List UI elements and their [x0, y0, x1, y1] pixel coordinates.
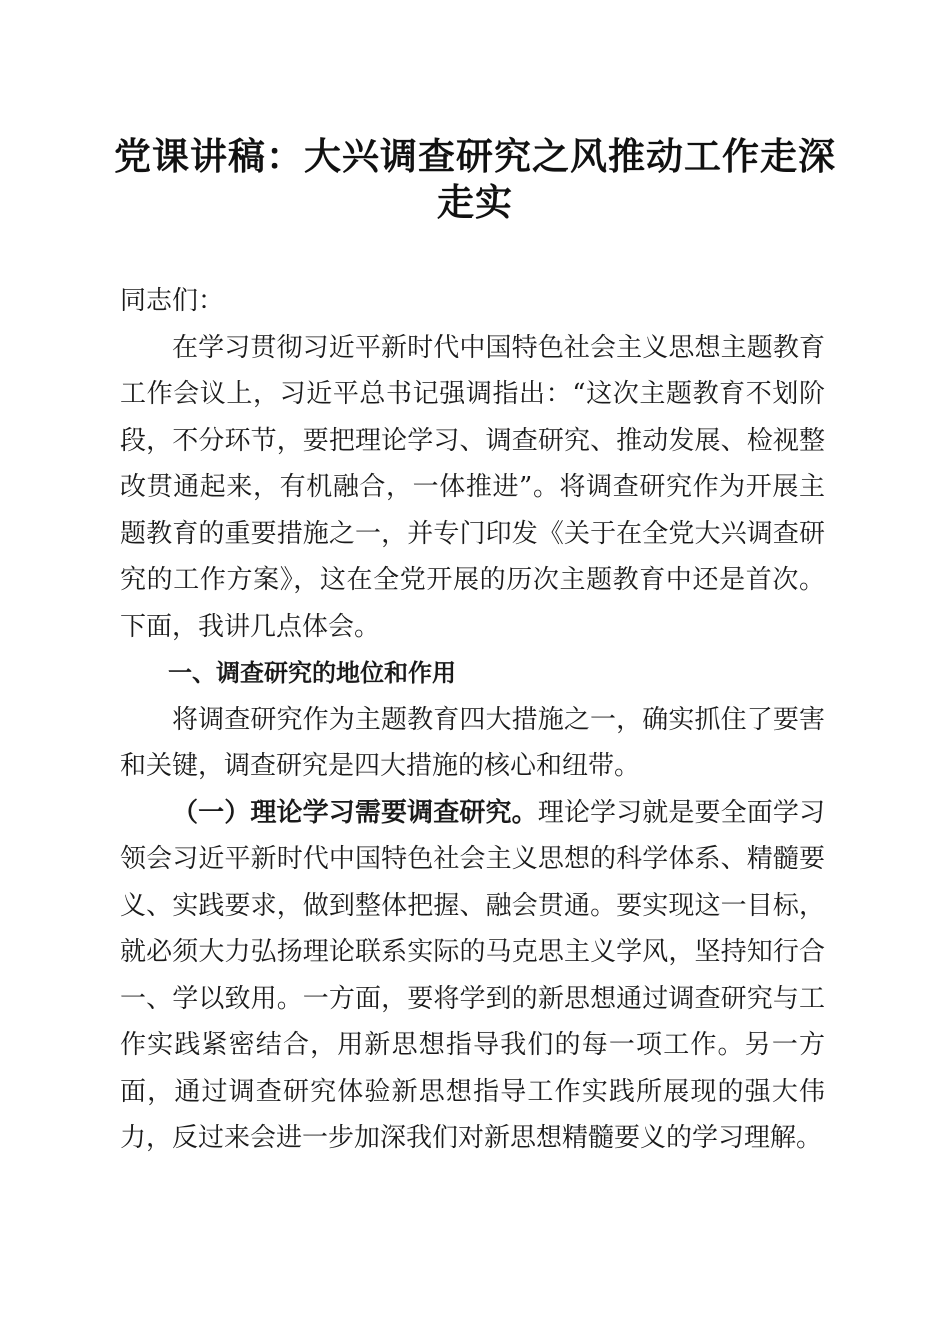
- section-heading-one: 一、调查研究的地位和作用: [168, 659, 456, 687]
- salutation: 同志们：: [120, 286, 225, 316]
- document-body: [120, 278, 825, 1162]
- subsection-heading-one: （一）理论学习需要调查研究。: [172, 797, 538, 828]
- intro-paragraph: 在学习贯彻习近平新时代中国特色社会主义思想主题教育工作会议上，习近平总书记强调指出：“这次主题教育不划阶段，不分环节，要把理论学习、调查研究、推动发展、检视整改贯通起来，有机融合，一体推进”。将调查研究作为开展主题教育的重要措施之一，并专门印发《关于在全党大兴调查研究的工作方案》，这在全党开展的历次主题教育中还是首次。下面，我讲几点体会。: [120, 332, 825, 642]
- subsection-one-paragraph: [120, 790, 825, 1162]
- subsection-one-body: 理论学习就是要全面学习领会习近平新时代中国特色社会主义思想的科学体系、精髓要义、实践要求，做到整体把握、融会贯通。要实现这一目标，就必须大力弘扬理论联系实际的马克思主义学风，坚持知行合一、学以致用。一方面，要将学到的新思想通过调查研究与工作实践紧密结合，用新思想指导我们的每一项工作。另一方面，通过调查研究体验新思想指导工作实践所展现的强大伟力，反过来会进一步加深我们对新思想精髓要义的学习理解。: [120, 797, 825, 1153]
- section-one-intro-paragraph: 将调查研究作为主题教育四大措施之一，确实抓住了要害和关键，调查研究是四大措施的核心和纽带。: [120, 704, 825, 781]
- document-title: 党课讲稿：大兴调查研究之风推动工作走深走实: [114, 134, 836, 224]
